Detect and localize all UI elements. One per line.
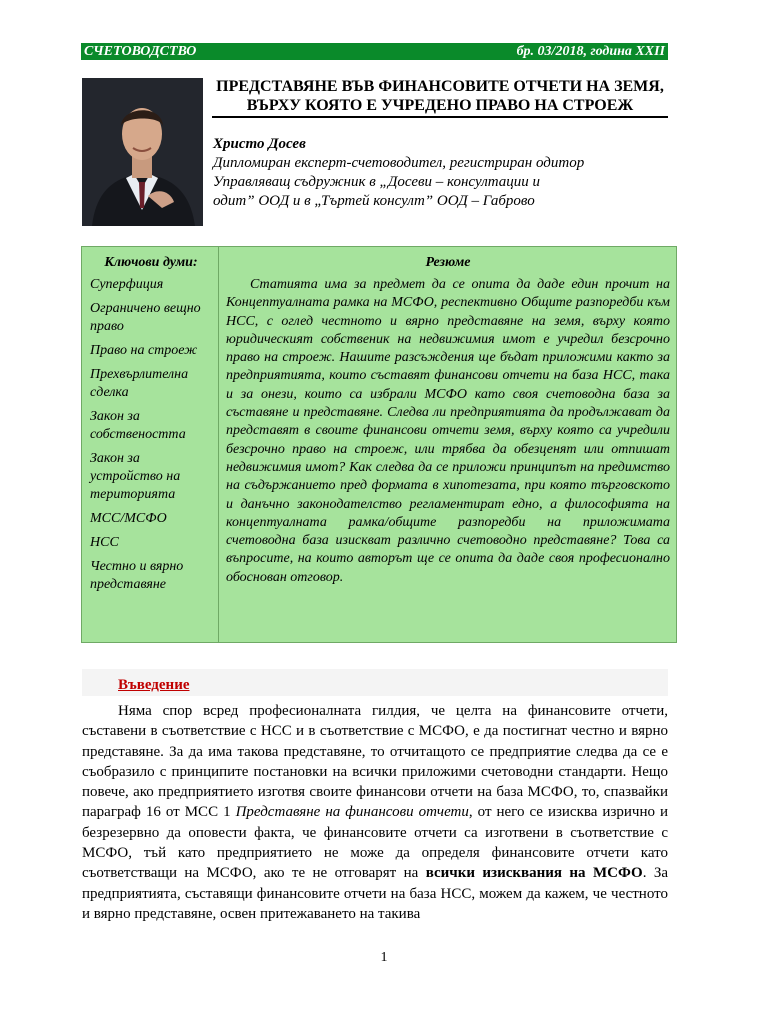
summary-column [226, 254, 670, 587]
author-portrait-icon [82, 78, 203, 226]
intro-text-part: , от него се изисква изрично и безрезервно да оповести факта, че финансовите отчети са изготвени в съответствие с МСФО, тъй като предприятието не може да определя финансовите отчети като съответстващи на МСФО, ако те не отговарят на [82, 804, 668, 882]
keyword-item: Право на строеж [90, 343, 198, 358]
intro-paragraph [82, 701, 668, 924]
keyword-item: НСС [90, 535, 119, 550]
intro-text-part: . За предприятията, съставящи финансовите отчети на база НСС, можем да кажем, че честното и вярно представяне, освен притежаването на такива [82, 865, 669, 922]
keywords-column [82, 247, 218, 600]
keyword-item: МСС/МСФО [90, 511, 167, 526]
intro-heading: Въведение [118, 677, 190, 693]
summary-text: Статията има за предмет да се опита да даде един прочит на Концептуалната рамка на МСФО, респективно Общите разпоредби към НСС, с оглед честното и вярно представяне на земя, върху която юридическият собственик на недвижимия имот е учредил безсрочно право на строеж. Нашите разсъждения ще бъдат приложими както за предприятията, които съставят финансови отчети на база НСС, така и за онези, които са избрали МСФО като своя счетоводна база за съставяне и представяне. Следва ли предприятията да продължават да представят в своите финансови отчети земя, върху която са учредили безсрочно право на строеж, или трябва да обезценят или отпишат недвижимия имот? Как следва да се приложи принципът на предимство на съдържанието пред формата в хипотезата, при която търговското и данъчно законодателство регламентират едно, а философията на концептуалната рамка/общите разпоредби на приложимата счетоводна база изискват различно счетоводно представяне? Това са въпросите, на които авторът ще се опита да даде своя професионално обоснован отговор. [226, 277, 670, 585]
column-divider [218, 247, 219, 642]
author-photo [82, 78, 203, 226]
keyword-item: Прехвърлителна сделка [90, 367, 189, 400]
author-name: Христо Досев [213, 136, 306, 152]
summary-heading: Резюме [425, 255, 471, 270]
author-position-1: Управляващ съдружник в „Досеви – консултации и [213, 174, 541, 190]
journal-name: СЧЕТОВОДСТВО [84, 44, 197, 59]
intro-body [82, 701, 668, 924]
keyword-item: Закон за собствеността [90, 409, 186, 442]
author-credentials: Дипломиран експерт-счетоводител, регистриран одитор [213, 155, 585, 171]
author-block [213, 135, 673, 211]
intro-text-part: Няма спор всред професионалната гилдия, че целта на финансовите отчети, съставени в съответствие с НСС и в съответствие с МСФО, е да постигнат честно и вярно представяне. За да има такова представяне, то отчитащото се предприятие следва да се е съобразило с принципите постановки на всички приложими счетоводни стандарти. Нещо повече, ако предприятието изготвя своите финансови отчети на база МСФО, то, спазвайки параграф 16 от МСС 1 [82, 703, 668, 821]
intro-bold-emphasis: всички изисквания на МСФО [425, 865, 643, 882]
keyword-item: Закон за устройство на територията [90, 451, 181, 502]
page-number: 1 [380, 950, 388, 965]
author-position-2: одит” ООД и в „Търтей консулт” ООД – Габрово [213, 193, 535, 209]
keywords-heading: Ключови думи: [104, 255, 198, 270]
keyword-item: Честно и вярно представяне [90, 559, 184, 592]
keywords-summary-box [81, 246, 677, 643]
intro-italic-title: Представяне на финансови отчети [235, 804, 469, 821]
issue-info: бр. 03/2018, година XXII [516, 44, 665, 59]
article-title: ПРЕДСТАВЯНЕ ВЪВ ФИНАНСОВИТЕ ОТЧЕТИ НА ЗЕМЯ, ВЪРХУ КОЯТО Е УЧРЕДЕНО ПРАВО НА СТРОЕЖ [212, 77, 668, 118]
keyword-item: Суперфиция [90, 277, 164, 292]
keyword-item: Ограничено вещно право [90, 301, 201, 334]
journal-header-bar [81, 43, 668, 60]
